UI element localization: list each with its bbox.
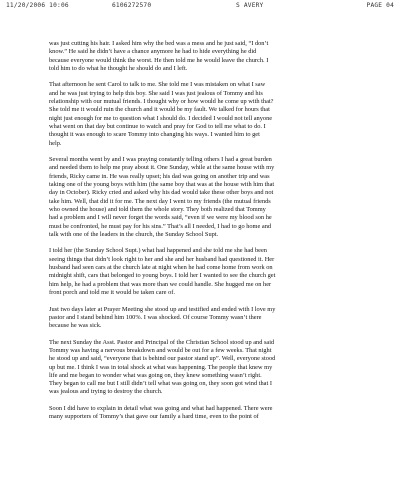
- text-line: friends, Ricky came in. He was really upset; his dad was going on another trip and was: [49, 172, 270, 180]
- text-line: him help, he had a problem that was more than we could handle. She hugged me on her: [49, 280, 272, 288]
- text-line: front porch and told me it would be taken care of.: [49, 288, 175, 296]
- paragraph: [49, 405, 385, 422]
- text-line: who owned the house) and told them the whole story. They both realized that Tommy: [49, 205, 266, 213]
- text-line: thought it was enough to scare Tommy into changing his ways. I wanted him to get: [49, 131, 260, 139]
- text-line: told him to do what he thought he should do and I left.: [49, 64, 188, 72]
- text-line: That afternoon he sent Carol to talk to me. She told me I was mistaken on what I saw: [49, 81, 266, 89]
- text-line: know.” He said he didn’t have a chance anymore he had to hide everything he did: [49, 48, 257, 56]
- fax-header: [6, 2, 394, 11]
- text-line: They began to call me but I still didn’t tell what was going on, they soon got wind that I: [49, 380, 272, 388]
- text-line: must be confronted, he must pay for his sins.” That’s all I needed, I had to go home and: [49, 222, 272, 230]
- fax-page-number: PAGE 04: [366, 2, 394, 9]
- text-line: he stood up and said, “everyone that is behind our pastor stand up”. Well, everyone stood: [49, 355, 276, 363]
- document-body: [49, 40, 385, 422]
- text-line: night just enough for me to question what I should do. I decided I would not tell anyone: [49, 114, 273, 122]
- paragraph: [49, 339, 385, 397]
- text-line: what went on that day but continue to watch and pray for God to tell me what to do. I: [49, 122, 266, 130]
- text-line: help.: [49, 139, 62, 147]
- text-line: talk with one of the leaders in the church, the Sunday School Supt.: [49, 230, 219, 238]
- text-line: because he was sick.: [49, 322, 102, 330]
- paragraph: [49, 247, 385, 297]
- paragraph: [49, 156, 385, 239]
- text-line: and he was just trying to help this boy. She said I was just jealous of Tommy and his: [49, 89, 263, 97]
- text-line: because everyone would think the worst. He then told me he would leave the church. I: [49, 56, 269, 64]
- text-line: husband had seen cars at the church late at night when he had come home from work on: [49, 264, 273, 272]
- text-line: and needed them to help me pray about it. One Sunday, while at the same house with my: [49, 164, 275, 172]
- text-line: relationship with our mutual friends. I thought why or how would he come up with that?: [49, 98, 274, 106]
- text-line: Several months went by and I was praying constantly telling others I had a great burden: [49, 156, 272, 164]
- paragraph: [49, 40, 385, 73]
- text-line: Just two days later at Prayer Meeting she stood up and testified and ended with I love my: [49, 305, 276, 313]
- text-line: take him. Well, that did it for me. The next day I went to my friends (the mutual friends: [49, 197, 271, 205]
- text-line: The next Sunday the Asst. Pastor and Principal of the Christian School stood up and said: [49, 338, 275, 346]
- text-line: was jealous and trying to destroy the church.: [49, 388, 163, 396]
- fax-number: 6106272570: [112, 2, 152, 9]
- text-line: taking one of the young boys with him (the same boy that was at the house with him that: [49, 181, 275, 189]
- text-line: pastor and I stand behind him 100%. I was shocked. Of course Tommy wasn’t there: [49, 313, 262, 321]
- text-line: seeing things that didn’t look right to her and she and her husband had questioned it. Her: [49, 255, 275, 263]
- text-line: Soon I did have to explain in detail what was going and what had happened. There were: [49, 405, 273, 413]
- paragraph: [49, 81, 385, 147]
- text-line: had a problem and I will never forget the words said, “even if we were my blood son he: [49, 214, 272, 222]
- text-line: Tommy was having a nervous breakdown and would be out for a few weeks. That night: [49, 346, 272, 354]
- text-line: many supporters of Tommy’s that gave our family a hard time, even to the point of: [49, 413, 259, 421]
- text-line: was just cutting his hair. I asked him why the bed was a mess and he just said, “I don’t: [49, 40, 269, 47]
- text-line: day in October). Ricky cried and asked why his dad would take these other boys and not: [49, 189, 274, 197]
- text-line: She told me it would ruin the church and it would be my fault. We talked for hours that: [49, 106, 270, 114]
- fax-datetime: 11/20/2006 10:06: [6, 2, 69, 9]
- text-line: up but me. I think I was in total shock at what was happening. The people that knew my: [49, 363, 273, 371]
- text-line: life and me began to wonder what was going on, they knew something wasn’t right.: [49, 371, 262, 379]
- text-line: I told her (the Sunday School Supt.) what had happened and she told me she had been: [49, 247, 267, 255]
- paragraph: [49, 306, 385, 331]
- text-line: midnight shift, cars that belonged to young boys. I told her I wanted to see the church get: [49, 272, 276, 280]
- fax-sender: S AVERY: [236, 2, 264, 9]
